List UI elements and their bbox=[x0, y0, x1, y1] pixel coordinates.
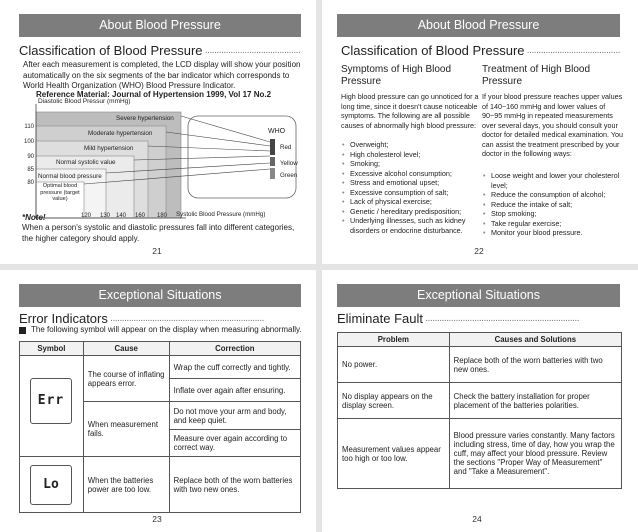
col-header: Symbol bbox=[20, 342, 84, 356]
zone-label-severe: Severe hypertension bbox=[116, 115, 174, 122]
list-item: • Underlying illnesses, such as kidney disorders or endocrine disturbance. bbox=[341, 216, 481, 235]
intro-text: The following symbol will appear on the display when measuring abnormally. bbox=[31, 325, 302, 334]
who-bar-green bbox=[270, 168, 275, 179]
section-title: Classification of Blood Pressure ····· bbox=[19, 43, 301, 58]
list-item: • Loose weight and lower your cholesterol level; bbox=[482, 171, 627, 190]
table-row bbox=[20, 356, 301, 379]
square-bullet-icon bbox=[19, 327, 26, 334]
who-bar-red bbox=[270, 139, 275, 155]
x-tick: 120 bbox=[80, 213, 92, 219]
fault-table bbox=[337, 332, 622, 489]
col-header: Causes and Solutions bbox=[449, 333, 621, 347]
page-23 bbox=[0, 270, 316, 532]
zone-label-normal-systolic: Normal systolic value bbox=[56, 159, 116, 166]
note-text: When a person's systolic and diastolic pressures fall into different categories, the higher category should apply. bbox=[22, 223, 295, 243]
correction-cell: Replace both of the worn batteries with two new ones. bbox=[169, 457, 300, 513]
page-number: 21 bbox=[152, 246, 162, 256]
table-row bbox=[338, 347, 622, 383]
zone-label-normal: Normal blood pressure bbox=[38, 173, 102, 180]
table-row bbox=[338, 419, 622, 489]
y-tick: 80 bbox=[27, 180, 34, 186]
who-green-label: Green bbox=[280, 172, 298, 179]
reference-text: Reference Material: Journal of Hypertension 1999, Vol 17 No.2 bbox=[36, 90, 272, 99]
correction-cell: Wrap the cuff correctly and tightly. bbox=[169, 356, 300, 379]
error-table bbox=[19, 341, 301, 513]
cause-cell: When the batteries power are too low. bbox=[83, 457, 169, 513]
who-label: WHO bbox=[268, 128, 286, 135]
list-item: • Smoking; bbox=[341, 159, 481, 169]
cause-cell: When measurement fails. bbox=[83, 402, 169, 457]
zone-label-mild: Mild hypertension bbox=[84, 145, 134, 152]
page-header: Exceptional Situations bbox=[19, 284, 301, 307]
section-title: Error Indicators ····· bbox=[19, 311, 301, 326]
col-header: Problem bbox=[338, 333, 450, 347]
list-item: • Excessive consumption of salt; bbox=[341, 188, 481, 198]
cause-cell: The course of inflating appears error. bbox=[83, 356, 169, 402]
intro-text: After each measurement is completed, the LCD display will show your position automatically on the six segments of the bar indicator which corresponds to World Health Organization (WHO) Blood Pressure Indicator. bbox=[23, 60, 301, 90]
list-item: • Stop smoking; bbox=[482, 209, 627, 219]
x-tick: 130 bbox=[99, 213, 111, 219]
list-item: • Genetic / hereditary predisposition; bbox=[341, 207, 481, 217]
tips-list bbox=[482, 171, 627, 238]
bp-classification-chart bbox=[0, 96, 316, 224]
treatment-text: If your blood pressure reaches upper values of 140~160 mmHg and lower values of 90~95 mmHg in repeated measurements over several days, you should consult your doctor for detailed medical examination. You can assist the treatment prescribed by your doctor in the following ways: bbox=[482, 92, 624, 158]
problem-cell: No display appears on the display screen. bbox=[338, 383, 450, 419]
note-title: *Note! bbox=[22, 213, 46, 222]
page-24 bbox=[322, 270, 638, 532]
who-bar-yellow bbox=[270, 157, 275, 166]
symptoms-text: High blood pressure can go unnoticed for a long time, since it doesn't cause noticeable symptoms. The following are all possible causes of abnormally high blood pressure: bbox=[341, 92, 479, 130]
col-header: Cause bbox=[83, 342, 169, 356]
solution-cell: Blood pressure varies constantly. Many factors including stress, time of day, how you wrap the cuff, may affect your blood pressure. Review the sections "Proper Way of Measurement" and "Take a Measurement". bbox=[449, 419, 621, 489]
list-item: • Stress and emotional upset; bbox=[341, 178, 481, 188]
treatment-title: Treatment of High Blood Pressure bbox=[482, 64, 591, 87]
problem-cell: No power. bbox=[338, 347, 450, 383]
lo-symbol-cell bbox=[20, 457, 84, 513]
x-axis-label: Systolic Blood Pressure (mmHg) bbox=[176, 211, 266, 218]
section-title: Eliminate Fault ····· bbox=[337, 311, 622, 326]
list-item: • Take regular exercise; bbox=[482, 219, 627, 229]
y-tick: 110 bbox=[24, 124, 34, 130]
page-header: About Blood Pressure bbox=[19, 14, 301, 37]
table-row bbox=[338, 383, 622, 419]
x-tick: 140 bbox=[115, 213, 127, 219]
solution-cell: Replace both of the worn batteries with two new ones. bbox=[449, 347, 621, 383]
y-axis-label: Diastolic Blood Pressur (mmHg) bbox=[38, 98, 131, 105]
correction-cell: Do not move your arm and body, and keep quiet. bbox=[169, 402, 300, 430]
table-row bbox=[20, 457, 301, 513]
page-header: Exceptional Situations bbox=[337, 284, 620, 307]
err-display-icon: Err bbox=[30, 378, 72, 424]
zone-label-moderate: Moderate hypertension bbox=[88, 130, 153, 137]
page-number: 23 bbox=[152, 514, 162, 524]
list-item: • Lack of physical exercise; bbox=[341, 197, 481, 207]
zone-label-optimal: Optimal blood pressure (target value) bbox=[40, 183, 80, 203]
y-tick: 100 bbox=[23, 139, 34, 145]
correction-cell: Inflate over again after ensuring. bbox=[169, 379, 300, 402]
list-item: • Reduce the intake of salt; bbox=[482, 200, 627, 210]
page-header: About Blood Pressure bbox=[337, 14, 620, 37]
causes-list bbox=[341, 140, 481, 235]
solution-cell: Check the battery installation for proper placement of the batteries polarities. bbox=[449, 383, 621, 419]
page-21 bbox=[0, 0, 316, 264]
correction-cell: Measure over again according to correct way. bbox=[169, 430, 300, 457]
list-item: • High cholesterol level; bbox=[341, 150, 481, 160]
who-red-label: Red bbox=[280, 144, 292, 151]
y-tick: 90 bbox=[27, 154, 34, 160]
x-tick: 180 bbox=[156, 213, 168, 219]
list-item: • Excessive alcohol consumption; bbox=[341, 169, 481, 179]
section-title: Classification of Blood Pressure ····· bbox=[341, 43, 621, 58]
problem-cell: Measurement values appear too high or too low. bbox=[338, 419, 450, 489]
x-tick: 160 bbox=[134, 213, 146, 219]
symptoms-title: Symptoms of High Blood Pressure bbox=[341, 64, 452, 87]
list-item: • Monitor your blood pressure. bbox=[482, 228, 627, 238]
lo-display-icon: Lo bbox=[30, 465, 72, 505]
page-number: 24 bbox=[472, 514, 482, 524]
page-number: 22 bbox=[474, 246, 484, 256]
y-tick: 85 bbox=[27, 167, 34, 173]
err-symbol-cell bbox=[20, 356, 84, 457]
list-item: • Reduce the consumption of alcohol; bbox=[482, 190, 627, 200]
page-22 bbox=[322, 0, 638, 264]
col-header: Correction bbox=[169, 342, 300, 356]
who-yellow-label: Yellow bbox=[280, 160, 298, 167]
list-item: • Overweight; bbox=[341, 140, 481, 150]
